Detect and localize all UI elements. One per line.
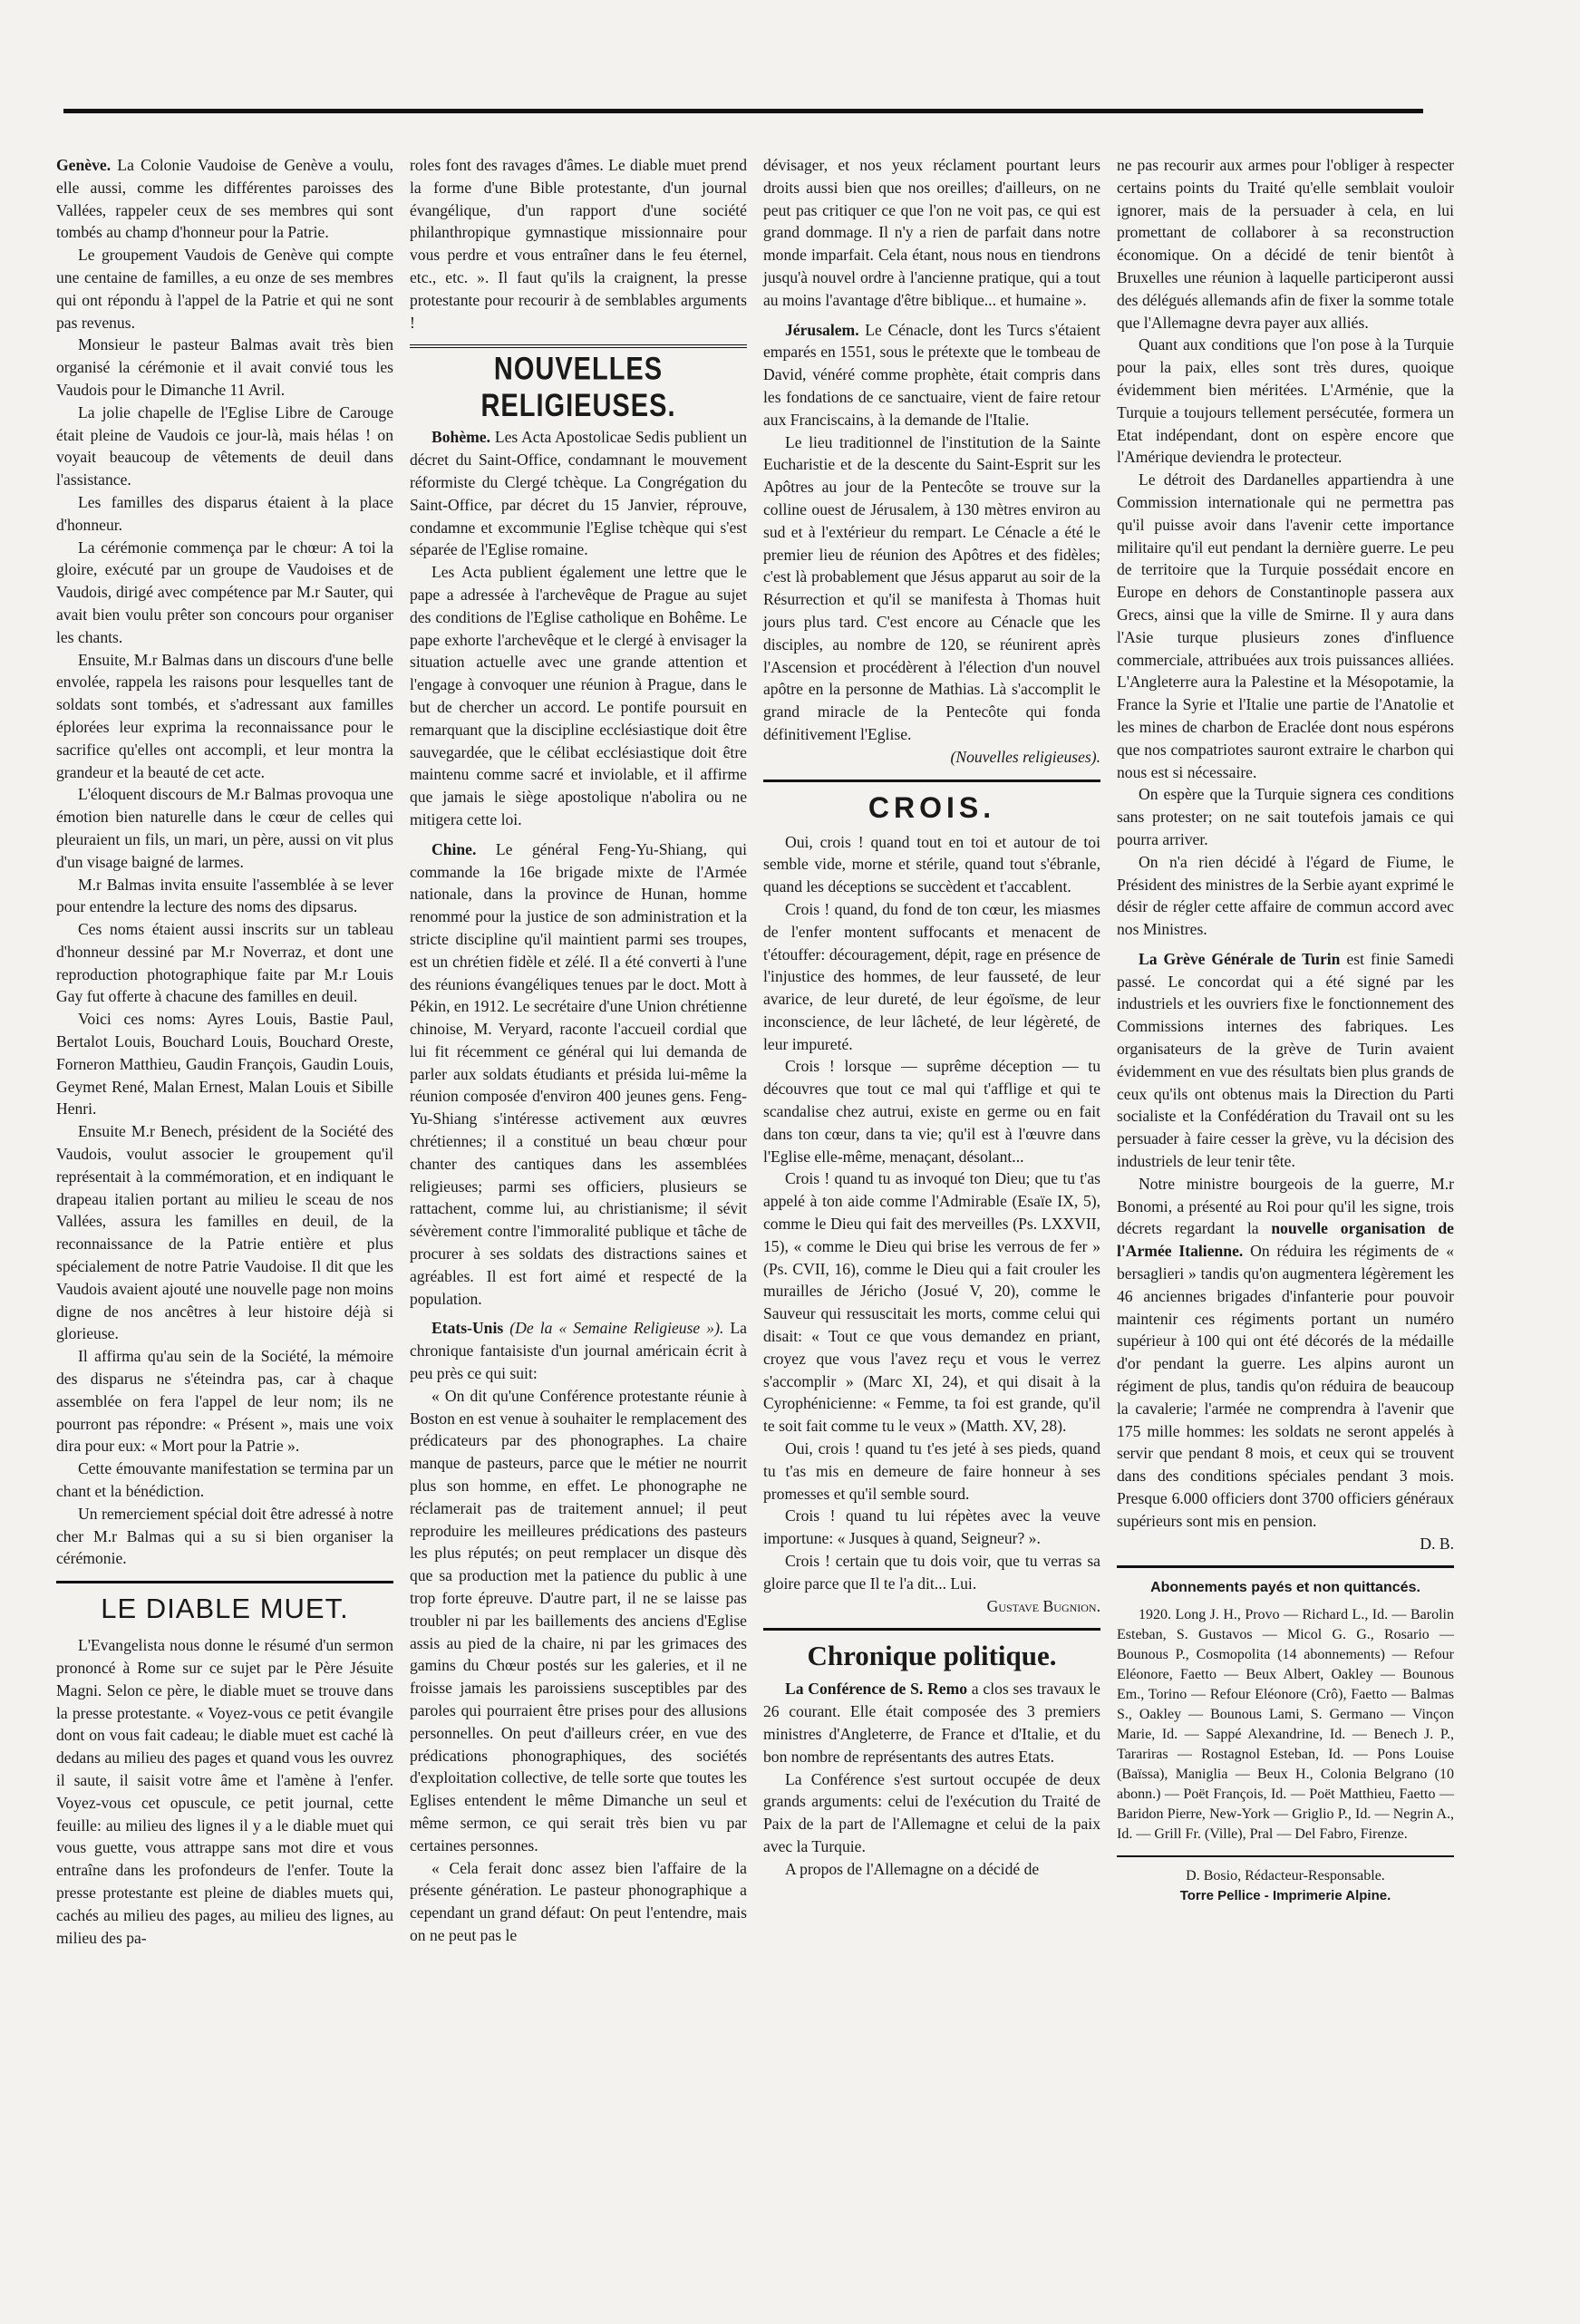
paragraph: roles font des ravages d'âmes. Le diable muet prend la forme d'une Bible protestante, d'un journal évangélique, d'un rapport d'une société philanthropique gymnastique missionnaire pour vous perdre et vous entraîner dans le feu éternel, etc., etc. ». Il faut qu'ils la craignent, la presse protestante pour recourir à de semblables arguments ! bbox=[410, 156, 747, 332]
section-rule bbox=[410, 344, 747, 348]
section-rule bbox=[56, 1581, 393, 1583]
paragraph: A propos de l'Allemagne on a décidé de bbox=[785, 1859, 1040, 1878]
paragraph: On espère que la Turquie signera ces conditions sans protester; on ne sait toutefois jamais ce qui pourra arriver. bbox=[1117, 785, 1454, 848]
paragraph: 1920. Long J. H., Provo — Richard L., Id. — Barolin Esteban, S. Gustavos — Micol G. G., Rosario — Bounous P., Cosmopolita (14 abonnements) — Refour Eléonore, Faetto — Beux Albert, Oakley — Bounous Em., Torino — Refour Eléonore (Crô), Faetto — Balmas S., Oakley — Bounous Lami, S. Germano — Vinçon Marie, Id. — Sappé Alexandrine, Id. — Benech J. P., Tarariras — Rostagnol Esteban, Id. — Pons Louise (Baïssa), Maniglia — Beux H., Colonia Belgrano (10 abonn.) — Poët François, Id. — Poët Matthieu, Faetto — Baridon Pierre, New-York — Griglio P., Id. — Negrin A., Id. — Grill Fr. (Ville), Pral — Del Fabro, Firenze. bbox=[1117, 1607, 1454, 1843]
paragraph: Etats-Unis (De la « Semaine Religieuse »). La chronique fantaisiste d'un journal américain écrit à peu près ce qui suit: bbox=[410, 1319, 747, 1383]
source-note: (Nouvelles religieuses). bbox=[950, 747, 1100, 766]
paragraph: Bohème. Les Acta Apostolicae Sedis publient un décret du Saint-Office, condamnant le mouvement réformiste du Clergé tchèque. La Congrégation du Saint-Office, par décret du 15 Janvier, réprouve, condamne et excommunie l'Eglise tchèque qui s'est séparée de l'Eglise romaine. bbox=[410, 428, 747, 559]
paragraph: Ces noms étaient aussi inscrits sur un tableau d'honneur dessiné par M.r Noverraz, et dont une reproduction photographique faite par M.r Louis Gay fut offerte à chacune des familles en deuil. bbox=[56, 920, 393, 1006]
paragraph: ne pas recourir aux armes pour l'obliger à respecter certains points du Traité qu'elle semblait vouloir ignorer, mais de la persuader à cela, en lui promettant de collaborer à sa reconstruction économique. On a décidé de tenir bientôt à Bruxelles une réunion à laquelle participeront aussi des délégués allemands afin de fixer la somme totale que l'Allemagne devra payer aux alliés. bbox=[1117, 156, 1454, 332]
paragraph: Le détroit des Dardanelles appartiendra à une Commission internationale qui ne permettra pas qu'il puisse avoir dans l'avenir cette importance militaire qu'il eut pendant la dernière guerre. Le peu de territoire que la Turquie possédait encore en Europe en dehors de Constantinople passera aux Grecs, ainsi que la ville de Smirne. Il y aura dans l'Asie turque plusieurs zones d'influence commerciale, attribuées aux trois puissances alliées. L'Angleterre aura la Palestine et la Mésopotamie, la France la Syrie et l'Italie une partie de l'Anatolie et les mines de charbon de Eraclée dont nous espérons que nos compatriotes sauront extraire le charbon qui nous est si nécessaire. bbox=[1117, 470, 1454, 781]
paragraph: L'éloquent discours de M.r Balmas provoqua une émotion bien naturelle dans le cœur de celles qui pleuraient un fils, un mari, un père, aussi on vit plus d'un visage baigné de larmes. bbox=[56, 785, 393, 871]
paragraph: Les Acta publient également une lettre que le pape a adressée à l'archevêque de Prague au sujet des conditions de l'Eglise catholique en Bohême. Le pape exhorte l'archevêque et le clergé à envisager la situation actuelle avec une grande attention et l'engage à convoquer une réunion à Prague, dans le but de chercher un accord. Le pontife poursuit en remarquant que la discipline ecclésiastique doit être sauvegardée, que le célibat ecclésiastique doit être maintenu comme sacré et inviolable, et il affirme que jamais le siège apostolique n'abolira ou ne mitigera cette loi. bbox=[410, 563, 747, 828]
paragraph: Crois ! certain que tu dois voir, que tu verras sa gloire parce que Il te l'a dit... Lui. bbox=[763, 1552, 1100, 1593]
paragraph: Le lieu traditionnel de l'institution de la Sainte Eucharistie et de la descente du Saint-Esprit sur les Apôtres au jour de la Pentecôte se trouve sur la colline ouest de Jérusalem, à 130 mètres environ au sud et à l'extérieur du rempart. Le Cénacle a été le premier lieu de réunion des Apôtres et des fidèles; c'est là probablement que Jésus apparut au soir de la Résurrection et qu'il se manifesta à Thomas huit jours plus tard. C'est encore au Cénacle que les disciples, au nombre de 120, se réunirent après l'Ascension et procédèrent à l'élection d'un nouvel apôtre en la personne de Mathias. Là s'accomplit le grand miracle de la Pentecôte qui fonda définitivement l'Eglise. bbox=[763, 432, 1100, 743]
editor-line: D. Bosio, Rédacteur-Responsable. bbox=[1186, 1868, 1385, 1884]
paragraph: La Conférence de S. Remo a clos ses travaux le 26 courant. Elle était composée des 3 premiers ministres d'Angleterre, de France et d'Italie, et du bon nombre de représentants des autres Etats. bbox=[763, 1680, 1100, 1766]
paragraph: Crois ! quand tu as invoqué ton Dieu; que tu t'as appelé à ton aide comme l'Admirable (Esaïe IX, 5), comme le Dieu qui fait des merveilles (Ps. LXXVII, 15), « comme le Dieu qui brise les verrous de fer » (Ps. CVII, 16), comme le Dieu qui a fait crouler les murailles de Jéricho (Josué V, 20), comme le Sauveur qui ressuscitait les morts, comme celui qui disait: « Tout ce que vous demandez en priant, croyez que vous l'avez reçu et vous le verrez s'accomplir » (Marc XI, 24), et qui disait à la Cyrophénicienne: « Femme, ta foi est grande, qu'il te soit fait comme tu le veux » (Matth. XV, 28). bbox=[763, 1169, 1100, 1436]
paragraph: On n'a rien décidé à l'égard de Fiume, le Président des ministres de la Serbie ayant exprimé le désir de régler cette affaire de commun accord avec nos Ministres. bbox=[1117, 852, 1454, 939]
heading-crois: CROIS. bbox=[868, 790, 996, 824]
top-rule bbox=[63, 109, 1423, 113]
paragraph: Chine. Le général Feng-Yu-Shiang, qui commande la 16e brigade mixte de l'Armée nationale, dans la province de Hunan, homme renommé pour la justice de son administration et la stricte discipline qu'il maintient parmi ses troupes, est un chrétien fidèle et zélé. Il a été converti à l'une des réunions évangéliques tenues par le doct. Mott à Pékin, en 1912. Le secrétaire d'une Union chrétienne chinoise, M. Veryard, raconte l'accueil cordial que lui fit récemment ce général qui lui demanda de parler aux soldats étudiants et présida lui-même la réunion composée d'environ 400 jeunes gens. Feng-Yu-Shiang s'intéresse activement aux œuvres chrétiennes; il a constitué un beau chœur pour chanter des cantiques dans les assemblées religieuses; parmi ses officiers, plusieurs se rattachent, comme lui, au christianisme; il sévit sévèrement contre l'immoralité publique et tâche de procurer à ses soldats des distractions saines et agréables. Il est fort aimé et respecté de la population. bbox=[410, 839, 748, 1308]
paragraph: Oui, crois ! quand tout en toi et autour de toi semble vide, morne et stérile, quand tout s'ébranle, quand les déceptions se succèdent et t'accablent. bbox=[763, 832, 1100, 896]
paragraph: dévisager, et nos yeux réclament pourtant leurs droits aussi bien que nos oreilles; d'ailleurs, on ne peut pas critiquer ce que l'on ne voit pas, ce qui est grand dommage. Il n'y a rien de parfait dans notre monde imparfait. Cela étant, nous nous en tiendrons jusqu'à nouvel ordre à l'ancienne pratique, qui a tout au moins l'avantage d'être biblique... et humaine ». bbox=[763, 156, 1100, 309]
heading-abonnements: Abonnements payés et non quittancés. bbox=[1150, 1580, 1420, 1596]
section-rule bbox=[763, 780, 1100, 782]
paragraph: La Conférence s'est surtout occupée de deux grands arguments: celui de l'exécution du Traité de Paix de la part de l'Allemagne et celui de la paix avec la Turquie. bbox=[763, 1769, 1100, 1855]
paragraph: M.r Balmas invita ensuite l'assemblée à se lever pour entendre la lecture des noms des dipsarus. bbox=[56, 875, 393, 916]
column-1 bbox=[56, 154, 393, 1949]
paragraph: Cette émouvante manifestation se termina par un chant et la bénédiction. bbox=[56, 1459, 393, 1501]
paragraph: Voici ces noms: Ayres Louis, Bastie Paul, Bertalot Louis, Bouchard Louis, Bouchard Oreste, Forneron Matthieu, Gaudin François, Gaudin Louis, Geymet René, Malan Ernest, Malan Louis et Sibille Henri. bbox=[56, 1010, 393, 1118]
paragraph: Jérusalem. Le Cénacle, dont les Turcs s'étaient emparés en 1551, sous le prétexte que le tombeau de David, vénéré comme prophète, était compris dans les fondations de ce sanctuaire, vient de faire retour aux Franciscains, à la demande de l'Italie. bbox=[763, 320, 1100, 429]
paragraph: La Grève Générale de Turin est finie Samedi passé. Le concordat qui a été signé par les industriels et les ouvriers fixe le fonctionnement des Commissions internes des fabriques. Les organisateurs de la grève de Turin avaient évidemment en vue des résultats bien plus grands de ceux qu'ils ont obtenus mais la Direction du Parti socialiste et la Confédération du Travail ont su les persuader à faire cesser la grève, vu la décision des industriels de leur tenir tête. bbox=[1117, 949, 1454, 1171]
heading-nouvelles-religieuses: NOUVELLES RELIGIEUSES. bbox=[480, 352, 676, 424]
section-rule bbox=[1117, 1565, 1454, 1568]
section-rule bbox=[1117, 1855, 1454, 1857]
section-rule bbox=[763, 1628, 1100, 1631]
signature: Gustave Bugnion. bbox=[986, 1596, 1100, 1615]
paragraph: Quant aux conditions que l'on pose à la Turquie pour la paix, elles sont très dures, quoique évidemment bien méritées. L'Arménie, que la Turquie a toujours tellement persécutée, formera un Etat indépendant, dont on espère encore que l'Amérique deviendra le protecteur. bbox=[1117, 335, 1454, 467]
paragraph: Ensuite M.r Benech, président de la Société des Vaudois, voulut associer le groupement qu'il représentait à la commémoration, et en indiquant le drapeau italien portant au milieu le sceau de nos Vallées, assura les familles en deuil, de la reconnaissance de la Patrie entière et plus spécialement de notre Patrie Vaudoise. Il dit que les Vaudois avaient ajouté une nouvelle page non moins digne de nos ancêtres à leur histoire déjà si glorieuse. bbox=[56, 1122, 393, 1343]
signature: D. B. bbox=[1420, 1534, 1454, 1553]
heading-chronique-politique: Chronique politique. bbox=[807, 1640, 1057, 1672]
paragraph: Les familles des disparus étaient à la place d'honneur. bbox=[56, 492, 393, 534]
paragraph: La cérémonie commença par le chœur: A toi la gloire, exécuté par un groupe de Vaudoises et de Vaudois, dirigé avec compétence par M.r Sauter, qui avait bien voulu prêter son concours pour organiser les chants. bbox=[56, 537, 393, 646]
paragraph: L'Evangelista nous donne le résumé d'un sermon prononcé à Rome sur ce sujet par le Père Jésuite Magni. Selon ce père, le diable muet se trouve dans la presse protestante. « Voyez-vous ce petit évangile dont on vous fait cadeau; le diable muet est caché là dedans au milieu des pages et quand vous les ouvrez il saute, il saisit votre âme et l'amène à l'enfer. Voyez-vous cet opuscule, ce petit journal, cette feuille: au milieu des lignes il y a le diable muet qui vous guette, vous attrappe sans mot dire et vous entraîne dans les profondeurs de l'enfer. Toute la presse protestante est pleine de diables muets qui, cachés au milieu des pages, au milieu des lignes, au milieu des pa- bbox=[56, 1636, 393, 1947]
column-2 bbox=[410, 154, 747, 1947]
paragraph: Crois ! quand, du fond de ton cœur, les miasmes de l'enfer montent suffocants et menacent de t'étouffer: découragement, dépit, rage en présence de l'injustice des hommes, de leur fausseté, de leur avarice, de leur dureté, de leur égoïsme, de leur inconscience, de leur lâcheté, de leur légèreté, de leur impureté. bbox=[763, 899, 1100, 1053]
paragraph: « Cela ferait donc assez bien l'affaire de la présente génération. Le pasteur phonographique a cependant un grand défaut: On peut l'entendre, mais on ne peut pas le bbox=[410, 1858, 747, 1944]
paragraph: « On dit qu'une Conférence protestante réunie à Boston en est venue à souhaiter le remplacement des prédicateurs par des phonographes. La chaire manque de pasteurs, parce que le métier ne nourrit plus son homme, en effet. Le phonographe ne réclamerait pas de traitement annuel; il peut reproduire les meilleures prédications des pasteurs les plus réputés; on peut remplacer un disque dès que sa production met la patience du public à une trop forte épreuve. D'autre part, il ne se laisse pas troubler ni par les baillements des anciens d'Eglise assis au pied de la chaire, ni par les grimaces des gamins du Chœur postés sur les galeries, et il ne froisse jamais les paroissiens susceptibles par des paroles qui pourraient être prises pour des allusions personnelles. On peut d'ailleurs créer, en vue des prédications phonographiques, des sociétés d'exploitation collective, de telle sorte que toutes les Eglises entendent le même Dimanche un seul et même sermon, ce qui serait très bien vu par certaines personnes. bbox=[410, 1386, 747, 1854]
paragraph: Notre ministre bourgeois de la guerre, M.r Bonomi, a présenté au Roi pour qu'il les signe, trois décrets regardant la nouvelle organisation de l'Armée Italienne. On réduira les régiments de « bersaglieri » tandis qu'on augmentera légèrement les 46 anciennes brigades d'infanterie pour pouvoir maintenir ces régiments portant un numéro supérieur à 100 qui ont été décorés de la médaille d'or pendant la guerre. Les alpins auront un régiment de plus, tandis qu'on réduira de beaucoup la cavalerie; l'armée ne comprendra à l'avenir que 175 mille hommes: les soldats ne seront appelés à servir que pendant 8 mois, et ceux qui se trouvent dans des conditions spéciales pendant 3 mois. Presque 6.000 officiers dont 3700 officiers généraux supérieurs sont mis en pension. bbox=[1117, 1174, 1454, 1530]
paragraph: Genève. La Colonie Vaudoise de Genève a voulu, elle aussi, comme les différentes paroisses des Vallées, rappeler ceux de ses membres qui sont tombés au champ d'honneur pour la Patrie. bbox=[56, 156, 393, 242]
paragraph: Ensuite, M.r Balmas dans un discours d'une belle envolée, rappela les raisons pour lesquelles tant de soldats sont tombés, et s'adressant aux familles éplorées leur exprima la reconnaissance pour le sacrifice qu'elles ont accompli, et leur montra la grandeur et la beauté de cet acte. bbox=[56, 650, 393, 781]
printer-line: Torre Pellice - Imprimerie Alpine. bbox=[1179, 1888, 1391, 1904]
paragraph: Le groupement Vaudois de Genève qui compte une centaine de familles, a eu onze de ses membres qui ont répondu à l'appel de la Patrie et qui ne sont pas revenus. bbox=[56, 246, 393, 332]
column-3 bbox=[763, 154, 1100, 1881]
heading-diable-muet: LE DIABLE MUET. bbox=[101, 1593, 349, 1625]
paragraph: Un remerciement spécial doit être adressé à notre cher M.r Balmas qui a su si bien organiser la cérémonie. bbox=[56, 1504, 393, 1568]
paragraph: Il affirma qu'au sein de la Société, la mémoire des disparus ne s'éteindra pas, car à chaque assemblée on fera l'appel de leur nom; ils ne pourront pas répondre: « Présent », mais une voix dira pour eux: « Mort pour la Patrie ». bbox=[56, 1347, 393, 1456]
paragraph: Monsieur le pasteur Balmas avait très bien organisé la cérémonie et il avait convié tous les Vaudois pour le Dimanche 11 Avril. bbox=[56, 335, 393, 399]
paragraph: Crois ! lorsque — suprême déception — tu découvres que tout ce mal qui t'afflige et qui te scandalise chez autrui, existe en germe ou en fait dans ton cœur, dans ta vie; qu'il est à l'œuvre dans l'Eglise elle-même, menaçant, désolant... bbox=[763, 1057, 1100, 1166]
paragraph: Crois ! quand tu lui répètes avec la veuve importune: « Jusques à quand, Seigneur? ». bbox=[763, 1506, 1100, 1548]
paragraph: La jolie chapelle de l'Eglise Libre de Carouge était pleine de Vaudois ce jour-là, mais hélas ! on voyait beaucoup de vêtements de deuil dans l'assistance. bbox=[56, 402, 393, 489]
paragraph: Oui, crois ! quand tu t'es jeté à ses pieds, quand tu t'as mis en demeure de faire honneur à ses promesses et qu'il semble sourd. bbox=[763, 1439, 1100, 1503]
column-4 bbox=[1117, 154, 1454, 1906]
